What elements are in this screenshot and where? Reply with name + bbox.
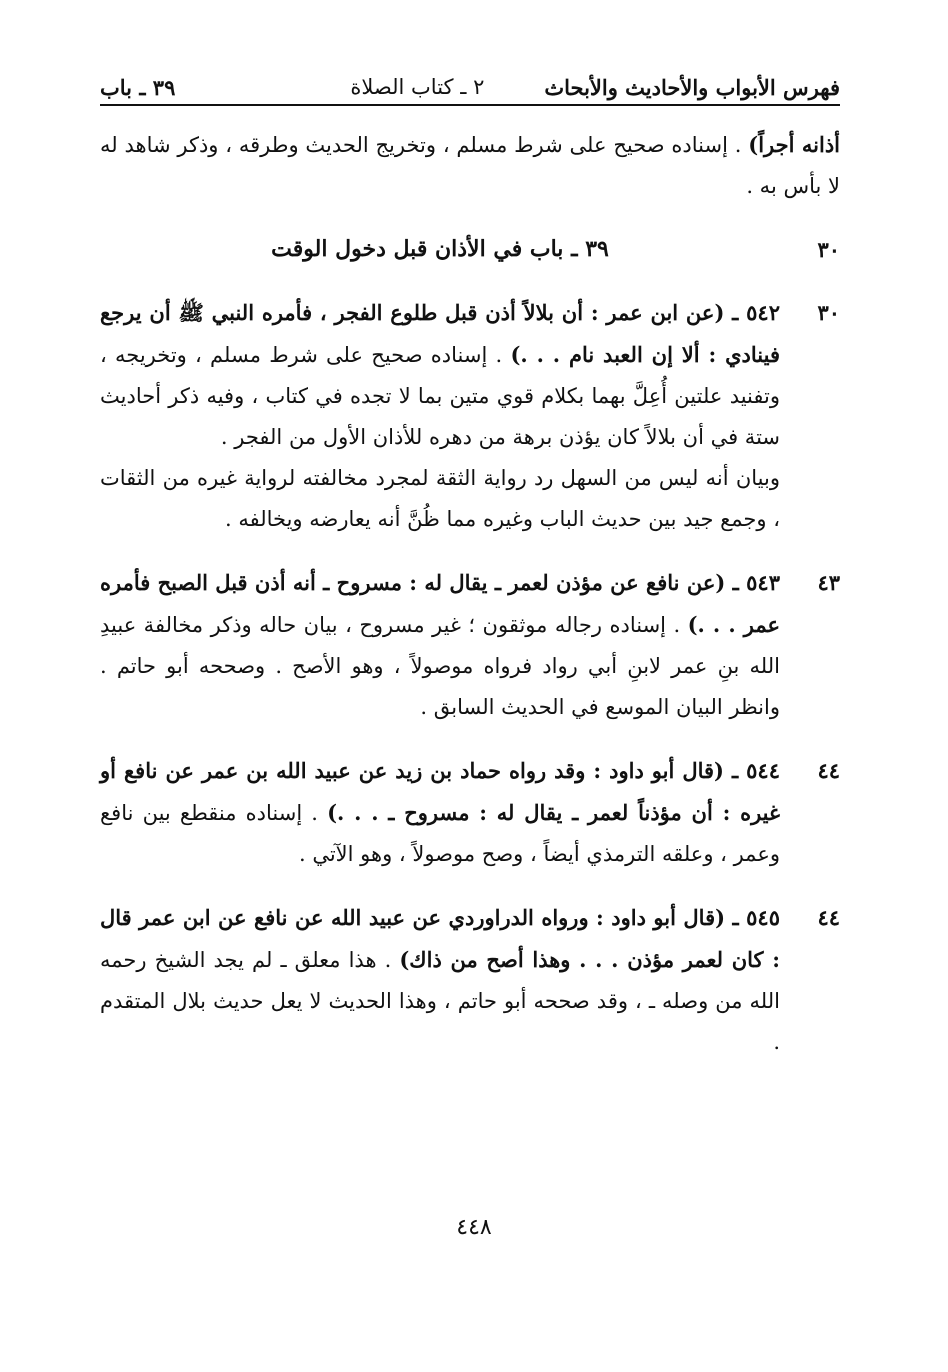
entry-commentary: . إسناده رجاله موثقون ؛ غير مسروح ، بيان حاله وذكر مخالفة عبيدِ الله بنِ عمر لابنِ أبي رواد فرواه موصولاً ، وهو الأصح . وصححه أبو حاتم . وانظر البيان الموسع في الحديث السابق .	[100, 613, 780, 719]
index-title: فهرس الأبواب والأحاديث والأبحاث	[544, 75, 840, 100]
entry-page-number: ٤٣	[817, 570, 840, 595]
entry-commentary: . إسناده منقطع بين نافع وعمر ، وعلقه الترمذي أيضاً ، وصح موصولاً ، وهو الآتي .	[100, 801, 780, 866]
chapter-heading-page: ٣٠	[817, 237, 840, 262]
continuation-text: . إسناده صحيح على شرط مسلم ، وتخريج الحديث وطرقه ، وذكر شاهد له لا بأس به .	[100, 133, 840, 198]
page	[100, 60, 840, 1320]
entry-commentary: . هذا معلق ـ لم يجد الشيخ رحمه الله من وصله ـ ، وقد صححه أبو حاتم ، وهذا الحديث لا يعل حديث بلال المتقدم .	[100, 948, 780, 1054]
entry-page-number: ٣٠	[817, 300, 840, 325]
entry-body	[100, 562, 780, 728]
content	[100, 124, 840, 1063]
continuation-bold-text: أذانه أجراً)	[748, 132, 841, 157]
entry-body	[100, 750, 780, 875]
entry-body	[100, 897, 780, 1063]
chapter-label: ٣٩ ـ باب	[100, 75, 176, 100]
entry-page-number: ٤٤	[817, 905, 840, 930]
chapter-heading-title: ٣٩ ـ باب في الأذان قبل دخول الوقت	[271, 236, 609, 262]
index-entry	[100, 897, 840, 1063]
entry-body	[100, 292, 780, 458]
index-entry	[100, 750, 840, 875]
hadith-text: ٥٤٢ ـ (عن ابن عمر : أن بلالاً أذن قبل طلوع الفجر ، فأمره النبي ﷺ أن يرجع فينادي : ألا إن العبد نام . . .)	[100, 300, 780, 367]
book-title: ٢ ـ كتاب الصلاة	[350, 75, 485, 99]
hadith-text: ٥٤٥ ـ (قال أبو داود : ورواه الدراوردي عن عبيد الله عن نافع عن ابن عمر قال : كان لعمر مؤذن . . . وهذا أصح من ذاك)	[100, 905, 781, 972]
index-entry	[100, 292, 840, 458]
chapter-heading	[100, 229, 840, 270]
index-entry	[100, 562, 840, 728]
entry-extra-paragraph: وبيان أنه ليس من السهل رد رواية الثقة لمجرد مخالفته لرواية غيره من الثقات ، وجمع جيد بين حديث الباب وغيره مما ظُنَّ أنه يعارضه ويخالفه .	[100, 466, 780, 531]
running-header-right	[350, 75, 840, 100]
running-header	[100, 60, 840, 106]
continuation-paragraph	[100, 124, 840, 207]
entry-page-number: ٤٤	[817, 758, 840, 783]
hadith-text: ٥٤٤ ـ (قال أبو داود : وقد رواه حماد بن زيد عن عبيد الله بن عمر عن نافع أو غيره : أن مؤذناً لعمر ـ يقال له : مسروح ـ . . .)	[100, 758, 780, 825]
page-number: ٤٤٨	[456, 1215, 492, 1240]
hadith-text: ٥٤٣ ـ (عن نافع عن مؤذن لعمر ـ يقال له : مسروح ـ أنه أذن قبل الصبح فأمره عمر . . .)	[100, 570, 780, 637]
entry-commentary: . إسناده صحيح على شرط مسلم ، وتخريجه ، وتفنيد علتين أُعِلَّ بهما بكلام قوي متين بما لا تجده في كتاب ، وفيه ذكر أحاديث ستة في أن بلالاً كان يؤذن برهة من دهره للأذان الأول من الفجر .	[100, 343, 780, 449]
